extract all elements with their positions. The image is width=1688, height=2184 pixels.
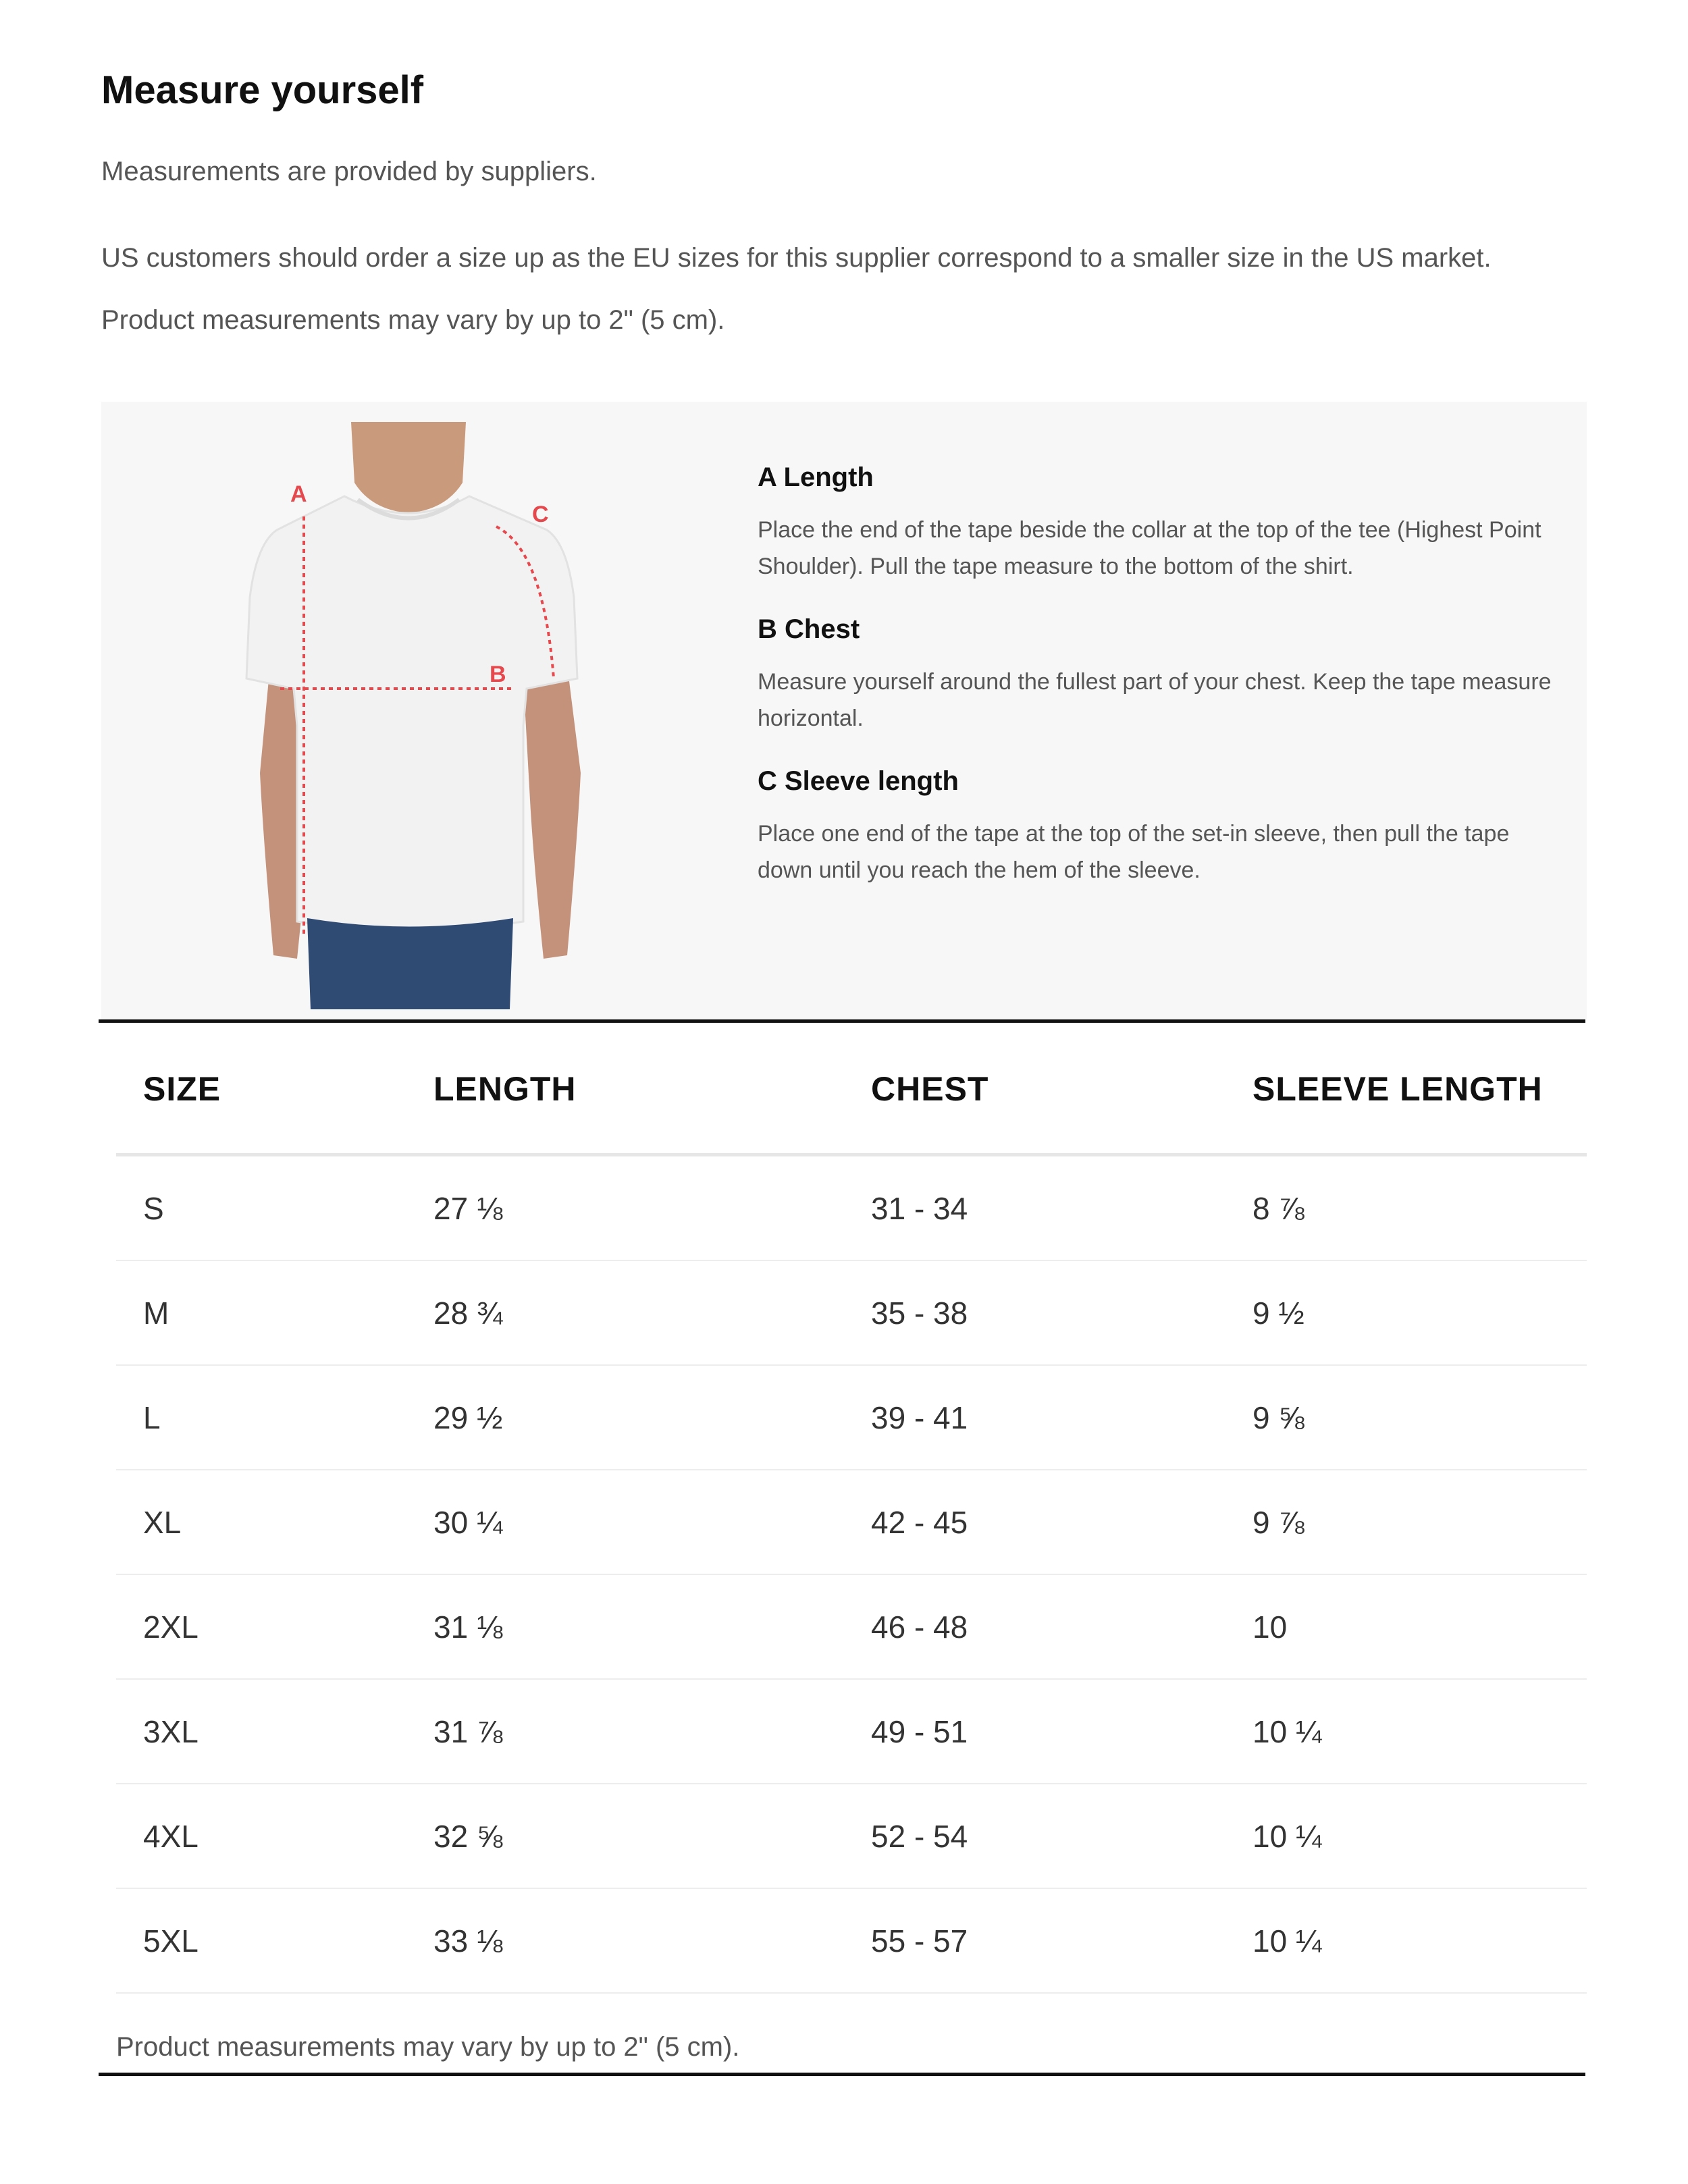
cell-chest: 42 - 45 (844, 1470, 1225, 1574)
cell-length: 27 ⅛ (406, 1155, 844, 1261)
cell-length: 32 ⅝ (406, 1784, 844, 1888)
table-footnote: Product measurements may vary by up to 2" (5 cm). (116, 2032, 740, 2062)
cell-length: 33 ⅛ (406, 1888, 844, 1993)
measurement-description: Measure yourself around the fullest part of your chest. Keep the tape measure horizontal. (758, 669, 1552, 731)
tshirt-model-figure (243, 422, 608, 1009)
table-top-rule (99, 1019, 1585, 1023)
measurement-description: Place the end of the tape beside the collar at the top of the tee (Highest Point Shoulder). Pull the tape measure to the bottom of the shirt. (758, 517, 1541, 579)
cell-length: 31 ⅛ (406, 1574, 844, 1679)
header-size: SIZE (116, 1025, 406, 1155)
cell-size: 5XL (116, 1888, 406, 1993)
cell-size: S (116, 1155, 406, 1261)
table-row (116, 1888, 1587, 1993)
cell-chest: 46 - 48 (844, 1574, 1225, 1679)
cell-size: 4XL (116, 1784, 406, 1888)
measurement-sleeve (758, 766, 1568, 888)
size-chart-table (116, 1025, 1587, 1994)
table-header-row (116, 1025, 1587, 1155)
cell-size: L (116, 1365, 406, 1470)
measurement-title: A Length (758, 462, 874, 492)
cell-size: 2XL (116, 1574, 406, 1679)
model-head (351, 422, 466, 513)
cell-sleeve: 10 ¼ (1225, 1888, 1587, 1993)
cell-length: 31 ⅞ (406, 1679, 844, 1784)
table-row (116, 1260, 1587, 1365)
cell-sleeve: 9 ⅞ (1225, 1470, 1587, 1574)
cell-chest: 55 - 57 (844, 1888, 1225, 1993)
table-row (116, 1574, 1587, 1679)
measurement-instructions (758, 462, 1568, 918)
measurement-title: B Chest (758, 614, 860, 644)
label-c: C (532, 502, 549, 527)
supplier-note: Measurements are provided by suppliers. (101, 157, 597, 186)
us-customers-note: US customers should order a size up as the EU sizes for this supplier correspond to a smaller size in the US market. (101, 243, 1492, 273)
measurement-title: C Sleeve length (758, 766, 959, 796)
variance-note: Product measurements may vary by up to 2" (5 cm). (101, 305, 725, 335)
page-title: Measure yourself (101, 68, 424, 112)
cell-chest: 49 - 51 (844, 1679, 1225, 1784)
model-jeans (307, 918, 513, 1009)
table-row (116, 1155, 1587, 1261)
table-bottom-rule (99, 2073, 1585, 2076)
label-a: A (290, 481, 307, 507)
cell-sleeve: 9 ⅝ (1225, 1365, 1587, 1470)
cell-length: 30 ¼ (406, 1470, 844, 1574)
cell-chest: 39 - 41 (844, 1365, 1225, 1470)
cell-sleeve: 8 ⅞ (1225, 1155, 1587, 1261)
measurement-length (758, 462, 1568, 585)
measurement-description: Place one end of the tape at the top of the set-in sleeve, then pull the tape down until you reach the hem of the sleeve. (758, 821, 1510, 883)
cell-sleeve: 9 ½ (1225, 1260, 1587, 1365)
cell-sleeve: 10 (1225, 1574, 1587, 1679)
table-row (116, 1365, 1587, 1470)
cell-sleeve: 10 ¼ (1225, 1784, 1587, 1888)
cell-chest: 31 - 34 (844, 1155, 1225, 1261)
label-b: B (490, 662, 506, 687)
header-sleeve-length: SLEEVE LENGTH (1225, 1025, 1587, 1155)
cell-size: 3XL (116, 1679, 406, 1784)
model-right-arm (523, 665, 581, 959)
table-row (116, 1679, 1587, 1784)
measurement-guide (101, 402, 1587, 1019)
cell-length: 29 ½ (406, 1365, 844, 1470)
cell-size: XL (116, 1470, 406, 1574)
cell-chest: 35 - 38 (844, 1260, 1225, 1365)
header-chest: CHEST (844, 1025, 1225, 1155)
cell-chest: 52 - 54 (844, 1784, 1225, 1888)
header-length: LENGTH (406, 1025, 844, 1155)
cell-length: 28 ¾ (406, 1260, 844, 1365)
cell-sleeve: 10 ¼ (1225, 1679, 1587, 1784)
cell-size: M (116, 1260, 406, 1365)
table-row (116, 1470, 1587, 1574)
table-row (116, 1784, 1587, 1888)
measurement-chest (758, 614, 1568, 737)
